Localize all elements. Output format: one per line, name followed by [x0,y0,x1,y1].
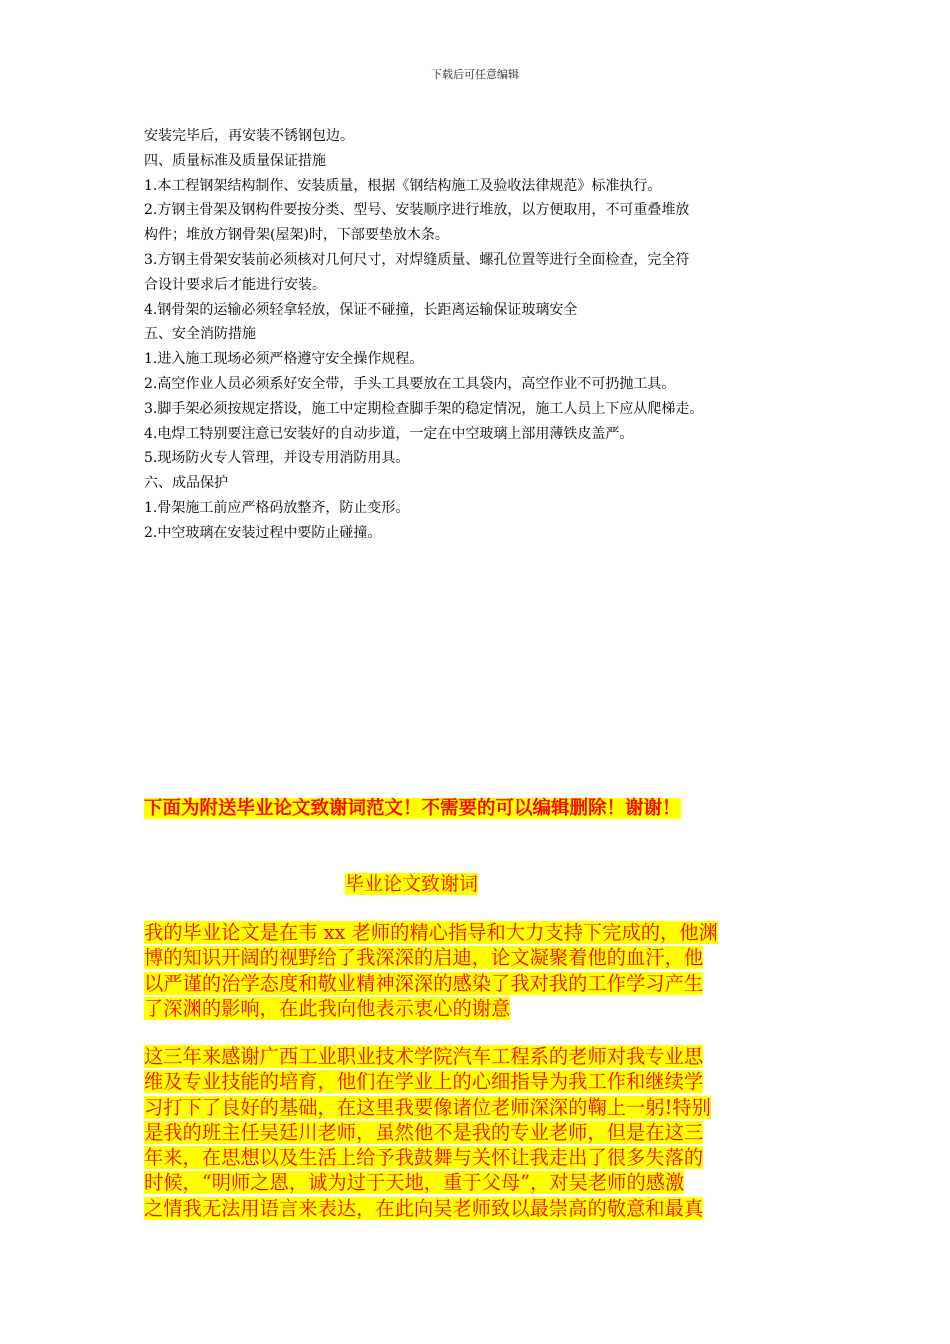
page-header [0,66,950,82]
acknowledgement-paragraph-2 [144,1044,814,1221]
section-heading: 四、质量标准及质量保证措施 [144,152,326,169]
body-line: 3.方钢主骨架安装前必须核对几何尺寸，对焊缝质量、螺孔位置等进行全面检查，完全符 [144,251,690,268]
paragraph-line: 博的知识开阔的视野给了我深深的启迪，论文凝聚着他的血汗，他 [144,946,704,970]
paragraph-line: 之情我无法用语言来表达，在此向吴老师致以最崇高的敬意和最真 [144,1196,704,1220]
paragraph-line: 年来，在思想以及生活上给予我鼓舞与关怀让我走出了很多失落的 [144,1146,704,1170]
paragraph-line: 时候，“明师之恩，诚为过于天地，重于父母”，对吴老师的感激 [144,1171,685,1195]
paragraph-line: 我的毕业论文是在韦 xx 老师的精心指导和大力支持下完成的，他渊 [144,921,718,944]
acknowledgement-title-text: 毕业论文致谢词 [345,873,479,895]
paragraph-line: 维及专业技能的培育，他们在学业上的心细指导为我工作和继续学 [144,1070,704,1094]
document-body [144,124,814,546]
paragraph-line: 了深渊的影响，在此我向他表示衷心的谢意 [144,996,511,1020]
appendix-notice [144,795,824,823]
body-line: 构件；堆放方钢骨架(屋架)时，下部要垫放木条。 [144,227,449,244]
header-text: 下载后可任意编辑 [431,68,519,81]
body-line: 3.脚手架必须按规定搭设，施工中定期检查脚手架的稳定情况，施工人员上下应从爬梯走。 [144,400,704,417]
section-heading: 五、安全消防措施 [144,326,256,343]
acknowledgement-title [345,870,478,898]
paragraph-line: 以严谨的治学态度和敬业精神深深的感染了我对我的工作学习产生 [144,971,704,995]
body-line: 合设计要求后才能进行安装。 [144,276,326,293]
appendix-notice-text: 下面为附送毕业论文致谢词范文！不需要的可以编辑删除！谢谢！ [144,798,681,819]
acknowledgement-paragraph-1 [144,920,814,1021]
body-line: 1.骨架施工前应严格码放整齐，防止变形。 [144,499,410,516]
body-line: 2.高空作业人员必须系好安全带，手头工具要放在工具袋内，高空作业不可扔抛工具。 [144,375,676,392]
section-heading: 六、成品保护 [144,475,228,492]
body-line: 2.中空玻璃在安装过程中要防止碰撞。 [144,524,382,541]
paragraph-line: 这三年来感谢广西工业职业技术学院汽车工程系的老师对我专业思 [144,1045,704,1068]
paragraph-line: 是我的班主任吴廷川老师，虽然他不是我的专业老师，但是在这三 [144,1120,704,1144]
body-line: 4.电焊工特别要注意已安装好的自动步道，一定在中空玻璃上部用薄铁皮盖严。 [144,425,634,442]
body-line: 5.现场防火专人管理，并设专用消防用具。 [144,450,410,467]
body-line: 1.进入施工现场必须严格遵守安全操作规程。 [144,351,424,368]
body-line: 2.方钢主骨架及钢构件要按分类、型号、安装顺序进行堆放，以方便取用，不可重叠堆放 [144,202,690,219]
paragraph-line: 习打下了良好的基础，在这里我要像诸位老师深深的鞠上一躬!特别 [144,1095,711,1119]
body-line: 1.本工程钢架结构制作、安装质量，根据《钢结构施工及验收法律规范》标准执行。 [144,177,662,194]
body-line: 安装完毕后，再安装不锈钢包边。 [144,128,354,144]
body-line: 4.钢骨架的运输必须轻拿轻放，保证不碰撞，长距离运输保证玻璃安全 [144,301,578,318]
